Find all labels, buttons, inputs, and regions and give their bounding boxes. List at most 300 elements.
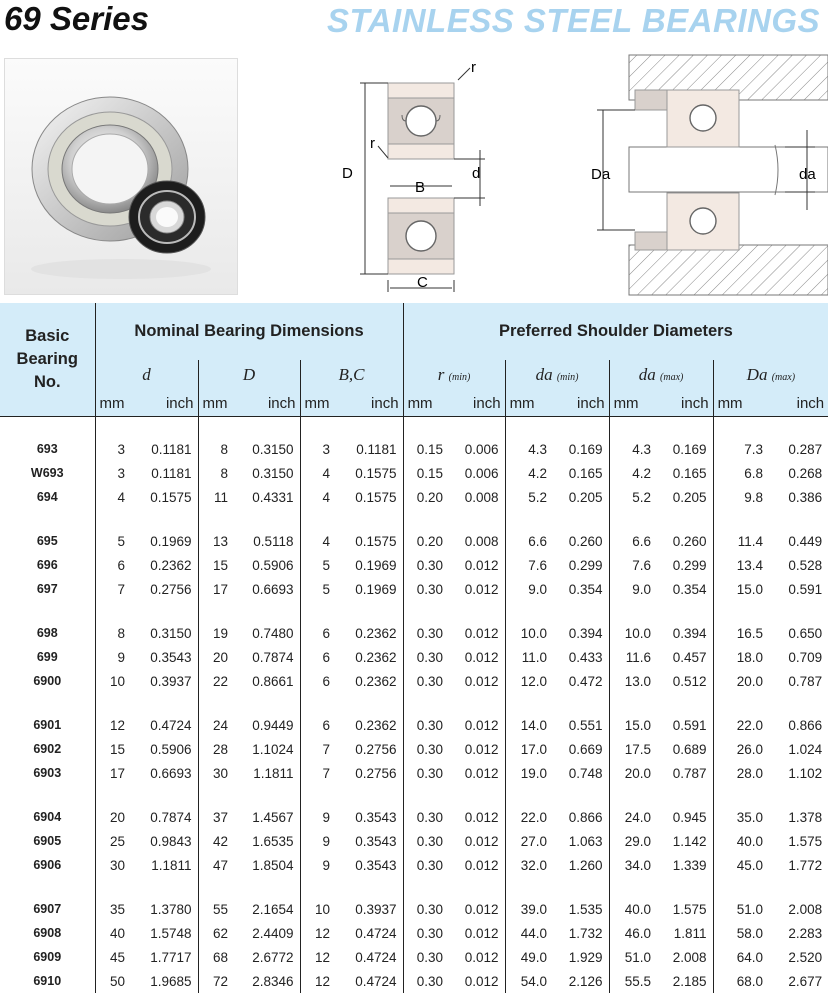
row-spacer bbox=[0, 877, 828, 897]
value-mm: 12 bbox=[300, 945, 330, 969]
value-mm: 45.0 bbox=[713, 853, 763, 877]
value-mm: 11 bbox=[198, 485, 228, 509]
value-mm: 51.0 bbox=[609, 945, 651, 969]
value-mm: 7.6 bbox=[609, 553, 651, 577]
value-mm: 16.5 bbox=[713, 621, 763, 645]
unit-mm: mm bbox=[609, 390, 651, 417]
value-mm: 0.20 bbox=[403, 529, 443, 553]
value-inch: 0.551 bbox=[568, 717, 603, 733]
table-row bbox=[0, 713, 828, 737]
value-inch: 0.012 bbox=[464, 925, 499, 941]
value-inch: 0.2362 bbox=[355, 649, 397, 665]
value-inch: 1.535 bbox=[568, 901, 603, 917]
value-inch: 1.9685 bbox=[150, 973, 192, 989]
row-spacer bbox=[0, 601, 828, 621]
value-mm: 37 bbox=[198, 805, 228, 829]
label-C: C bbox=[417, 274, 428, 291]
value-mm: 12 bbox=[300, 969, 330, 993]
value-inch: 0.866 bbox=[568, 809, 603, 825]
value-mm: 47 bbox=[198, 853, 228, 877]
unit-inch: inch bbox=[125, 390, 198, 417]
value-mm: 0.30 bbox=[403, 969, 443, 993]
label-r-top: r bbox=[471, 59, 476, 76]
table-row bbox=[0, 829, 828, 853]
dimensions-table bbox=[0, 303, 828, 1000]
value-mm: 0.30 bbox=[403, 853, 443, 877]
value-inch: 0.012 bbox=[464, 557, 499, 573]
value-inch: 0.012 bbox=[464, 741, 499, 757]
value-inch: 0.6693 bbox=[150, 765, 192, 781]
value-mm: 19.0 bbox=[505, 761, 547, 785]
value-mm: 0.30 bbox=[403, 737, 443, 761]
value-mm: 3 bbox=[300, 437, 330, 461]
value-mm: 17.5 bbox=[609, 737, 651, 761]
value-mm: 0.30 bbox=[403, 897, 443, 921]
value-inch: 0.591 bbox=[788, 581, 823, 597]
value-mm: 15 bbox=[198, 553, 228, 577]
value-mm: 28.0 bbox=[713, 761, 763, 785]
value-mm: 9.0 bbox=[505, 577, 547, 601]
value-inch: 2.4409 bbox=[252, 925, 294, 941]
value-mm: 4 bbox=[95, 485, 125, 509]
unit-mm: mm bbox=[505, 390, 547, 417]
value-mm: 10.0 bbox=[609, 621, 651, 645]
value-mm: 22.0 bbox=[713, 713, 763, 737]
value-mm: 19 bbox=[198, 621, 228, 645]
table-row bbox=[0, 529, 828, 553]
value-mm: 3 bbox=[95, 461, 125, 485]
table-row bbox=[0, 577, 828, 601]
value-inch: 1.811 bbox=[673, 925, 707, 941]
table-row bbox=[0, 921, 828, 945]
row-spacer bbox=[0, 693, 828, 713]
value-mm: 10 bbox=[300, 897, 330, 921]
value-inch: 0.3150 bbox=[252, 441, 294, 457]
value-inch: 0.169 bbox=[672, 441, 707, 457]
value-mm: 68.0 bbox=[713, 969, 763, 993]
value-inch: 1.5748 bbox=[150, 925, 192, 941]
value-mm: 40.0 bbox=[609, 897, 651, 921]
bearing-number: 6907 bbox=[33, 902, 62, 916]
value-inch: 0.669 bbox=[568, 741, 603, 757]
value-mm: 68 bbox=[198, 945, 228, 969]
unit-inch: inch bbox=[443, 390, 505, 417]
bearing-number: 697 bbox=[36, 582, 58, 596]
table-row bbox=[0, 969, 828, 993]
param-header: Da (max) bbox=[713, 360, 828, 390]
value-inch: 0.2756 bbox=[355, 741, 397, 757]
preferred-shoulder-header: Preferred Shoulder Diameters bbox=[403, 303, 828, 360]
value-mm: 4.2 bbox=[505, 461, 547, 485]
value-inch: 0.012 bbox=[464, 581, 499, 597]
value-inch: 0.1181 bbox=[151, 465, 192, 481]
value-inch: 0.012 bbox=[464, 949, 499, 965]
param-header: D bbox=[198, 360, 300, 390]
value-inch: 0.012 bbox=[464, 901, 499, 917]
value-inch: 0.012 bbox=[464, 857, 499, 873]
value-mm: 3 bbox=[95, 437, 125, 461]
unit-mm: mm bbox=[95, 390, 125, 417]
value-inch: 0.5906 bbox=[252, 557, 294, 573]
value-inch: 1.024 bbox=[788, 741, 823, 757]
value-mm: 9 bbox=[300, 805, 330, 829]
value-inch: 1.142 bbox=[672, 833, 707, 849]
value-inch: 1.6535 bbox=[252, 833, 294, 849]
value-inch: 2.126 bbox=[568, 973, 603, 989]
bearing-number: 694 bbox=[36, 490, 58, 504]
bearing-number: 699 bbox=[36, 650, 58, 664]
unit-inch: inch bbox=[651, 390, 713, 417]
value-mm: 44.0 bbox=[505, 921, 547, 945]
param-header: da (max) bbox=[609, 360, 713, 390]
value-mm: 24 bbox=[198, 713, 228, 737]
value-mm: 45 bbox=[95, 945, 125, 969]
bearing-number: 6908 bbox=[33, 926, 62, 940]
value-inch: 0.008 bbox=[464, 489, 499, 505]
value-inch: 0.689 bbox=[672, 741, 707, 757]
bearing-photo bbox=[4, 58, 238, 295]
value-inch: 0.012 bbox=[464, 765, 499, 781]
value-mm: 51.0 bbox=[713, 897, 763, 921]
value-inch: 0.9449 bbox=[252, 717, 294, 733]
nominal-dimensions-header: Nominal Bearing Dimensions bbox=[95, 303, 403, 360]
value-mm: 64.0 bbox=[713, 945, 763, 969]
param-header: r (min) bbox=[403, 360, 505, 390]
value-inch: 0.394 bbox=[672, 625, 707, 641]
value-mm: 0.30 bbox=[403, 805, 443, 829]
value-inch: 1.8504 bbox=[252, 857, 294, 873]
value-mm: 5 bbox=[95, 529, 125, 553]
value-inch: 1.772 bbox=[788, 857, 823, 873]
value-mm: 0.30 bbox=[403, 829, 443, 853]
value-inch: 0.165 bbox=[568, 465, 603, 481]
basic-bearing-header: Basic Bearing No. bbox=[0, 303, 95, 417]
value-inch: 0.7874 bbox=[150, 809, 192, 825]
unit-mm: mm bbox=[403, 390, 443, 417]
value-mm: 5.2 bbox=[609, 485, 651, 509]
table-row bbox=[0, 761, 828, 785]
unit-mm: mm bbox=[713, 390, 763, 417]
value-inch: 0.386 bbox=[788, 489, 823, 505]
value-mm: 8 bbox=[198, 461, 228, 485]
label-r-side: r bbox=[370, 135, 375, 152]
value-mm: 15.0 bbox=[609, 713, 651, 737]
value-inch: 2.520 bbox=[788, 949, 823, 965]
row-spacer bbox=[0, 417, 828, 438]
value-inch: 0.008 bbox=[464, 533, 499, 549]
table-row bbox=[0, 853, 828, 877]
bearing-number: 6901 bbox=[33, 718, 62, 732]
value-mm: 17 bbox=[198, 577, 228, 601]
value-inch: 1.3780 bbox=[150, 901, 192, 917]
value-mm: 6.6 bbox=[505, 529, 547, 553]
value-inch: 2.1654 bbox=[252, 901, 294, 917]
label-Da: Da bbox=[591, 166, 611, 183]
value-mm: 7.6 bbox=[505, 553, 547, 577]
value-mm: 0.30 bbox=[403, 761, 443, 785]
bearing-number: 6909 bbox=[33, 950, 62, 964]
value-inch: 0.012 bbox=[464, 625, 499, 641]
table-row bbox=[0, 553, 828, 577]
value-inch: 1.1024 bbox=[252, 741, 294, 757]
value-mm: 8 bbox=[95, 621, 125, 645]
table-row bbox=[0, 645, 828, 669]
bearing-number: 6903 bbox=[33, 766, 62, 780]
param-header: B,C bbox=[300, 360, 403, 390]
bearing-number: 695 bbox=[36, 534, 58, 548]
value-mm: 49.0 bbox=[505, 945, 547, 969]
table-row bbox=[0, 485, 828, 509]
value-inch: 1.575 bbox=[672, 901, 707, 917]
value-inch: 0.591 bbox=[672, 717, 707, 733]
param-header: d bbox=[95, 360, 198, 390]
value-inch: 0.4724 bbox=[355, 925, 397, 941]
table-row bbox=[0, 737, 828, 761]
value-inch: 2.008 bbox=[788, 901, 823, 917]
value-mm: 55.5 bbox=[609, 969, 651, 993]
value-inch: 0.748 bbox=[568, 765, 603, 781]
value-inch: 0.1575 bbox=[355, 533, 397, 549]
value-inch: 1.1811 bbox=[151, 857, 192, 873]
value-inch: 0.945 bbox=[672, 809, 707, 825]
value-inch: 2.283 bbox=[788, 925, 823, 941]
value-mm: 0.30 bbox=[403, 621, 443, 645]
value-inch: 0.012 bbox=[464, 717, 499, 733]
bearing-photo-image bbox=[5, 59, 237, 294]
value-inch: 0.260 bbox=[672, 533, 707, 549]
value-inch: 0.3543 bbox=[355, 833, 397, 849]
table-row bbox=[0, 437, 828, 461]
value-inch: 0.7874 bbox=[252, 649, 294, 665]
table-row bbox=[0, 805, 828, 829]
value-inch: 2.8346 bbox=[252, 973, 294, 989]
value-inch: 0.1969 bbox=[355, 581, 397, 597]
value-mm: 30 bbox=[95, 853, 125, 877]
unit-inch: inch bbox=[547, 390, 609, 417]
value-mm: 0.30 bbox=[403, 669, 443, 693]
value-inch: 0.2362 bbox=[150, 557, 192, 573]
value-inch: 0.394 bbox=[568, 625, 603, 641]
value-inch: 1.4567 bbox=[252, 809, 294, 825]
value-inch: 0.1575 bbox=[150, 489, 192, 505]
value-mm: 9.8 bbox=[713, 485, 763, 509]
bearing-number: 6910 bbox=[33, 974, 62, 988]
table-row bbox=[0, 669, 828, 693]
label-D: D bbox=[342, 165, 353, 182]
unit-mm: mm bbox=[300, 390, 330, 417]
value-inch: 0.2756 bbox=[150, 581, 192, 597]
value-inch: 2.185 bbox=[672, 973, 707, 989]
value-mm: 12.0 bbox=[505, 669, 547, 693]
value-mm: 24.0 bbox=[609, 805, 651, 829]
value-inch: 0.006 bbox=[464, 465, 499, 481]
value-mm: 20.0 bbox=[609, 761, 651, 785]
value-mm: 0.15 bbox=[403, 437, 443, 461]
value-inch: 1.339 bbox=[672, 857, 707, 873]
value-mm: 17 bbox=[95, 761, 125, 785]
value-inch: 0.9843 bbox=[150, 833, 192, 849]
value-mm: 10 bbox=[95, 669, 125, 693]
row-spacer bbox=[0, 509, 828, 529]
value-inch: 0.4724 bbox=[355, 949, 397, 965]
value-inch: 1.102 bbox=[788, 765, 823, 781]
value-mm: 27.0 bbox=[505, 829, 547, 853]
value-inch: 0.012 bbox=[464, 673, 499, 689]
value-inch: 0.012 bbox=[464, 649, 499, 665]
value-inch: 0.3937 bbox=[355, 901, 397, 917]
value-mm: 62 bbox=[198, 921, 228, 945]
value-inch: 2.008 bbox=[672, 949, 707, 965]
value-mm: 4.3 bbox=[505, 437, 547, 461]
value-mm: 15 bbox=[95, 737, 125, 761]
value-mm: 4 bbox=[300, 529, 330, 553]
value-mm: 35.0 bbox=[713, 805, 763, 829]
value-mm: 20.0 bbox=[713, 669, 763, 693]
value-mm: 22 bbox=[198, 669, 228, 693]
value-inch: 0.354 bbox=[672, 581, 707, 597]
value-mm: 35 bbox=[95, 897, 125, 921]
bearing-number: 6905 bbox=[33, 834, 62, 848]
row-spacer bbox=[0, 785, 828, 805]
value-mm: 5 bbox=[300, 553, 330, 577]
value-inch: 0.3150 bbox=[252, 465, 294, 481]
value-mm: 28 bbox=[198, 737, 228, 761]
value-inch: 0.1969 bbox=[150, 533, 192, 549]
value-inch: 0.1575 bbox=[355, 465, 397, 481]
value-inch: 0.012 bbox=[464, 973, 499, 989]
page-subtitle: STAINLESS STEEL BEARINGS bbox=[326, 2, 820, 39]
value-mm: 54.0 bbox=[505, 969, 547, 993]
table-row bbox=[0, 897, 828, 921]
value-inch: 0.5906 bbox=[150, 741, 192, 757]
value-inch: 0.787 bbox=[672, 765, 707, 781]
value-mm: 55 bbox=[198, 897, 228, 921]
value-inch: 0.4331 bbox=[252, 489, 294, 505]
param-header: da (min) bbox=[505, 360, 609, 390]
value-inch: 0.5118 bbox=[253, 533, 294, 549]
value-inch: 0.1575 bbox=[355, 489, 397, 505]
value-inch: 1.732 bbox=[568, 925, 603, 941]
value-inch: 2.6772 bbox=[252, 949, 294, 965]
value-mm: 11.0 bbox=[505, 645, 547, 669]
value-mm: 6.6 bbox=[609, 529, 651, 553]
value-mm: 32.0 bbox=[505, 853, 547, 877]
value-inch: 0.1969 bbox=[355, 557, 397, 573]
value-mm: 20 bbox=[198, 645, 228, 669]
unit-inch: inch bbox=[228, 390, 300, 417]
value-mm: 9 bbox=[300, 853, 330, 877]
value-mm: 18.0 bbox=[713, 645, 763, 669]
value-mm: 10.0 bbox=[505, 621, 547, 645]
value-inch: 0.787 bbox=[788, 673, 823, 689]
value-inch: 0.354 bbox=[568, 581, 603, 597]
unit-mm: mm bbox=[198, 390, 228, 417]
value-mm: 13.4 bbox=[713, 553, 763, 577]
value-mm: 9 bbox=[300, 829, 330, 853]
value-mm: 5 bbox=[300, 577, 330, 601]
value-mm: 0.30 bbox=[403, 645, 443, 669]
value-mm: 0.15 bbox=[403, 461, 443, 485]
value-mm: 7 bbox=[300, 761, 330, 785]
bearing-number: 696 bbox=[36, 558, 58, 572]
value-mm: 22.0 bbox=[505, 805, 547, 829]
value-inch: 0.3543 bbox=[355, 857, 397, 873]
value-mm: 5.2 bbox=[505, 485, 547, 509]
value-mm: 0.30 bbox=[403, 577, 443, 601]
value-inch: 1.378 bbox=[788, 809, 823, 825]
value-inch: 0.205 bbox=[568, 489, 603, 505]
value-inch: 0.169 bbox=[568, 441, 603, 457]
value-inch: 1.1811 bbox=[253, 765, 294, 781]
value-mm: 9 bbox=[95, 645, 125, 669]
value-mm: 6.8 bbox=[713, 461, 763, 485]
value-inch: 0.287 bbox=[788, 441, 823, 457]
value-mm: 0.20 bbox=[403, 485, 443, 509]
value-mm: 14.0 bbox=[505, 713, 547, 737]
value-mm: 6 bbox=[300, 645, 330, 669]
bearing-number: 6902 bbox=[33, 742, 62, 756]
value-inch: 0.650 bbox=[788, 625, 823, 641]
cross-section-diagram bbox=[340, 58, 490, 298]
value-mm: 8 bbox=[198, 437, 228, 461]
bearing-number: 698 bbox=[36, 626, 58, 640]
value-mm: 29.0 bbox=[609, 829, 651, 853]
value-inch: 0.205 bbox=[672, 489, 707, 505]
value-mm: 4.2 bbox=[609, 461, 651, 485]
label-d: d bbox=[472, 165, 481, 182]
value-mm: 0.30 bbox=[403, 921, 443, 945]
value-mm: 20 bbox=[95, 805, 125, 829]
value-inch: 0.709 bbox=[788, 649, 823, 665]
value-mm: 6 bbox=[300, 713, 330, 737]
bearing-number: 6906 bbox=[33, 858, 62, 872]
value-inch: 0.012 bbox=[464, 809, 499, 825]
value-inch: 1.7717 bbox=[150, 949, 192, 965]
value-inch: 0.457 bbox=[672, 649, 707, 665]
table-row bbox=[0, 945, 828, 969]
value-inch: 0.4724 bbox=[355, 973, 397, 989]
value-mm: 7 bbox=[300, 737, 330, 761]
value-mm: 58.0 bbox=[713, 921, 763, 945]
bearing-number: 693 bbox=[36, 442, 58, 456]
value-inch: 1.260 bbox=[568, 857, 603, 873]
bearing-number: 6900 bbox=[33, 674, 62, 688]
value-inch: 0.012 bbox=[464, 833, 499, 849]
value-inch: 0.2362 bbox=[355, 717, 397, 733]
value-inch: 0.8661 bbox=[252, 673, 294, 689]
value-mm: 4 bbox=[300, 485, 330, 509]
value-inch: 0.1181 bbox=[151, 441, 192, 457]
value-inch: 0.3543 bbox=[355, 809, 397, 825]
value-inch: 0.2362 bbox=[355, 625, 397, 641]
value-mm: 46.0 bbox=[609, 921, 651, 945]
table-row bbox=[0, 461, 828, 485]
value-mm: 30 bbox=[198, 761, 228, 785]
value-mm: 6 bbox=[95, 553, 125, 577]
value-inch: 0.260 bbox=[568, 533, 603, 549]
value-mm: 15.0 bbox=[713, 577, 763, 601]
value-inch: 0.472 bbox=[568, 673, 603, 689]
value-mm: 72 bbox=[198, 969, 228, 993]
table-row bbox=[0, 621, 828, 645]
value-inch: 0.006 bbox=[464, 441, 499, 457]
value-inch: 0.6693 bbox=[252, 581, 294, 597]
value-mm: 6 bbox=[300, 669, 330, 693]
value-inch: 1.575 bbox=[788, 833, 823, 849]
value-inch: 0.528 bbox=[788, 557, 823, 573]
value-mm: 6 bbox=[300, 621, 330, 645]
value-mm: 12 bbox=[95, 713, 125, 737]
